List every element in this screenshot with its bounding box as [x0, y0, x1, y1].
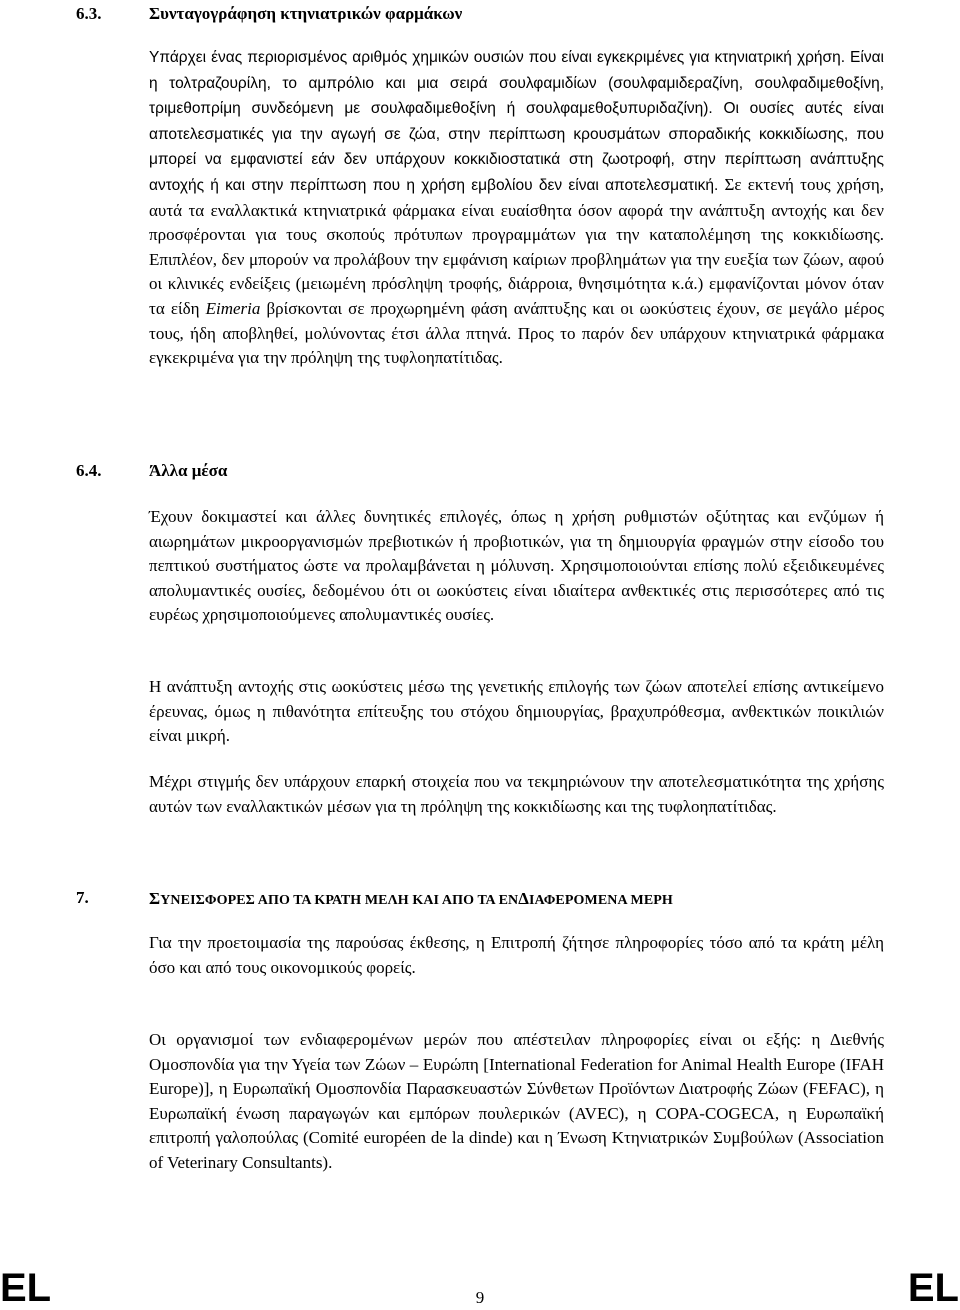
footer-language-code-right: EL	[907, 1266, 959, 1310]
paragraph-sans-text: Υπάρχει ένας περιορισμένος αριθμός χημικών ουσιών που είναι εγκεκριμένες για κτηνιατρική χρήση. Είναι η τολτραζουρίλη, το αμπρόλιο και μια σειρά σουλφαμιδίων (σουλφαμιδεραζίνη, σουλφαδιμεθοξίνη, τριμεθοπρίμη συνδεόμενη με σουλφαδιμεθοξίνη ή σουλφαμεθοξυπυριδαζίνη). Οι ουσίες αυτές είναι αποτελεσματικές για την αγωγή σε ζώα, στην περίπτωση κρουσμάτων σποραδικής κοκκιδίωσης, που μπορεί να εμφανιστεί εάν δεν υπάρχουν κοκκιδιοστατικά στη ζωοτροφή, στην περίπτωση ανάπτυξης αντοχής ή και στην περίπτωση που η χρήση εμβολίου δεν είναι αποτελεσματική.	[149, 49, 884, 194]
section-7-paragraph-1: Για την προετοιμασία της παρούσας έκθεσης, η Επιτροπή ζήτησε πληροφορίες τόσο από τα κράτη μέλη όσο και από τους οικονομικούς φορείς.	[149, 933, 884, 977]
paragraph-serif-text-b: βρίσκονται σε προχωρημένη φάση ανάπτυξης και οι ωοκύστεις έχουν, σε μεγάλο μέρος τους, ήδη αποβληθεί, μολύνοντας έτσι άλλα πτηνά. Προς το παρόν δεν υπάρχουν κτηνιατρικά φάρμακα εγκεκριμένα για την πρόληψη της τυφλοηπατίτιδας.	[149, 298, 885, 368]
section-title	[149, 888, 673, 912]
title-part: Δ	[518, 889, 529, 908]
section-number: 6.4.	[76, 461, 102, 480]
section-6-4-paragraph-2: Η ανάπτυξη αντοχής στις ωοκύστεις μέσω της γενετικής επιλογής των ζώων αποτελεί επίσης αντικείμενο έρευνας, όμως η πιθανότητα επίτευξης του στόχου δημιουργίας, βραχυπρόθεσμα, ανθεκτικών ποικιλιών είναι μικρή.	[149, 677, 884, 746]
section-6-4-paragraph-1: Έχουν δοκιμαστεί και άλλες δυνητικές επιλογές, όπως η χρήση ρυθμιστών οξύτητας και ενζύμων ή αιωρημάτων μικροοργανισμών πρεβιοτικών ή προβιοτικών, για τη δημιουργία φραγμών στην είσοδο του πεπτικού συστήματος ώστε να προλαμβάνεται η μόλυνση. Χρησιμοποιούνται επίσης πολύ εξειδικευμένες απολυμαντικές ουσίες, δεδομένου ότι οι ωοκύστεις είναι ιδιαίτερα ανθεκτικές στις περισσότερες από τις ευρέως χρησιμοποιούμενες απολυμαντικές ουσίες.	[149, 507, 884, 625]
paragraph-serif-text-a: Σε εκτενή τους χρήση, αυτά τα εναλλακτικά κτηνιατρικά φάρμακα είναι ευαίσθητα όσον αφορά την ανάπτυξη αντοχής και δεν προσφέρονται για τους σκοπούς πρότυπων προγραμμάτων για την καταπολέμηση της κοκκιδίωσης. Επιπλέον, δεν μπορούν να προλάβουν την εμφάνιση καίριων προβλημάτων για την ευεξία των ζώων, αφού οι κλινικές ενδείξεις (μειωμένη πρόσληψη τροφής, διάρροια, θνησιμότητα κ.ά.) εμφανίζονται μόνον όταν τα είδη	[149, 174, 884, 318]
species-name-italic: Eimeria	[205, 298, 261, 318]
title-part: ΥΝΕΙΣΦΟΡΕΣ ΑΠΟ ΤΑ ΚΡΑΤΗ ΜΕΛΗ ΚΑΙ ΑΠΟ ΤΑ ΕΝ	[160, 893, 519, 908]
section-6-4-paragraph-3: Μέχρι στιγμής δεν υπάρχουν επαρκή στοιχεία που να τεκμηριώνουν την αποτελεσματικότητα της χρήσης αυτών των εναλλακτικών μέσων για τη πρόληψη της κοκκιδίωσης και της τυφλοηπατίτιδας.	[149, 772, 884, 816]
section-title: Συνταγογράφηση κτηνιατρικών φαρμάκων	[149, 4, 463, 23]
title-part: ΙΑΦΕΡΟΜΕΝΑ ΜΕΡΗ	[528, 893, 673, 908]
section-number: 7.	[76, 888, 89, 907]
section-title: Άλλα μέσα	[149, 461, 228, 480]
page-number: 9	[475, 1288, 485, 1307]
section-6-3-paragraph	[149, 45, 884, 371]
section-number: 6.3.	[76, 4, 102, 23]
section-7-paragraph-2: Οι οργανισμοί των ενδιαφερομένων μερών που απέστειλαν πληροφορίες είναι οι εξής: η Διεθνής Ομοσπονδία για την Υγεία των Ζώων – Ευρώπη [International Federation for Animal Health Europe (IFAH Europe)], η Ευρωπαϊκή Ομοσπονδία Παρασκευαστών Σύνθετων Προϊόντων Διατροφής Ζώων (FEFAC), η Ευρωπαϊκή ένωση παραγωγών και εμπόρων πουλερικών (AVEC), η COPA-COGECA, η Ευρωπαϊκή επιτροπή γαλοπούλας (Comité européen de la dinde) και η Ένωση Κτηνιατρικών Συμβούλων (Association of Veterinary Consultants).	[149, 1030, 884, 1172]
footer-language-code-left: EL	[0, 1266, 52, 1310]
title-part: Σ	[149, 889, 161, 908]
